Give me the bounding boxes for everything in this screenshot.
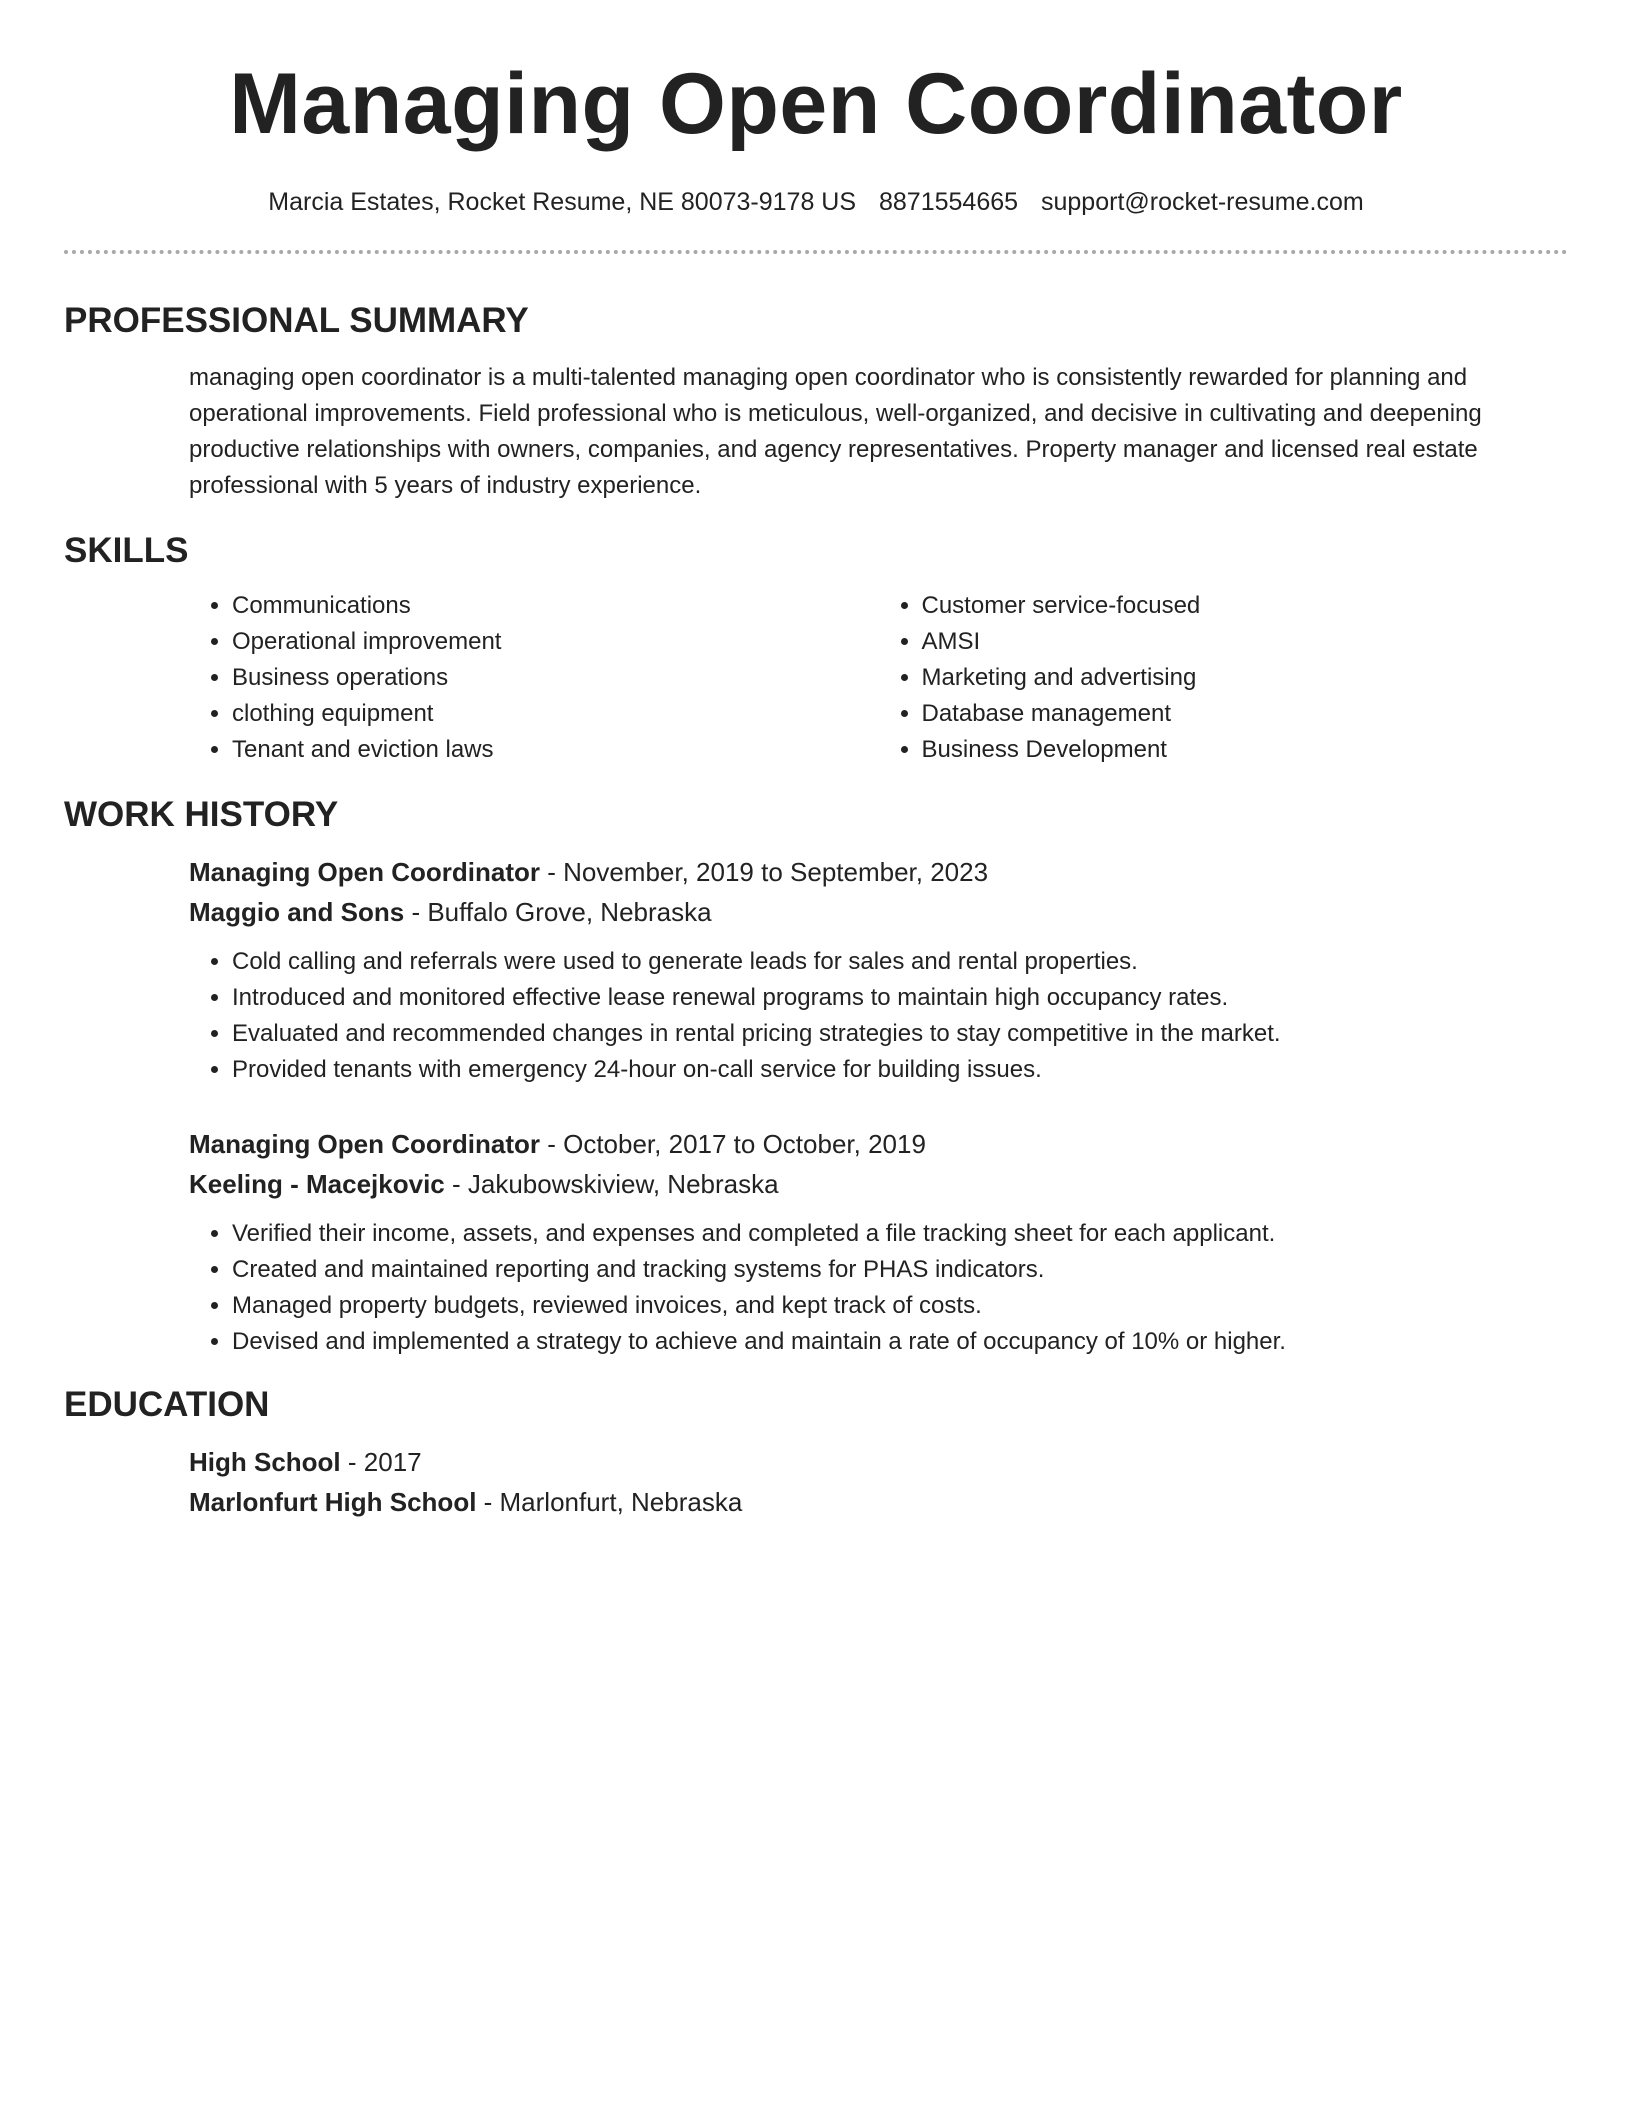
skill-item: • Tenant and eviction laws [232, 732, 879, 768]
job-bullet: • Managed property budgets, reviewed invoices, and kept track of costs. [232, 1288, 1568, 1324]
job-bullet: • Devised and implemented a strategy to achieve and maintain a rate of occupancy of 10% or higher. [232, 1324, 1568, 1360]
job-bullet: • Evaluated and recommended changes in rental pricing strategies to stay competitive in the market. [232, 1016, 1568, 1052]
job-entry [64, 852, 1568, 1088]
skill-item: • Marketing and advertising [922, 660, 1569, 696]
education-heading: EDUCATION [64, 1385, 270, 1424]
skills-grid [64, 588, 1568, 768]
education-school: Marlonfurt High School [189, 1487, 477, 1517]
job-title-line [189, 1124, 1568, 1164]
skill-item: • clothing equipment [232, 696, 879, 732]
summary-text: managing open coordinator is a multi-talented managing open coordinator who is consistently rewarded for planning and operational improvements. Field professional who is meticulous, well-organized, and decisive in cultivating and deepening productive relationships with owners, companies, and agency representatives. Property manager and licensed real estate professional with 5 years of industry experience. [189, 364, 1482, 499]
skill-item: • AMSI [922, 624, 1569, 660]
job-role: Managing Open Coordinator [189, 857, 540, 887]
job-location: - Jakubowskiview, Nebraska [444, 1169, 779, 1199]
job-company-line [189, 1164, 1568, 1204]
contact-address: Marcia Estates, Rocket Resume, NE 80073-9178 US [268, 188, 857, 216]
job-bullet: • Provided tenants with emergency 24-hour on-call service for building issues. [232, 1052, 1568, 1088]
job-role: Managing Open Coordinator [189, 1129, 540, 1159]
job-company: Keeling - Macejkovic [189, 1169, 445, 1199]
education-school-line [189, 1482, 1568, 1522]
contact-phone: 8871554665 [879, 188, 1019, 216]
job-location: - Buffalo Grove, Nebraska [404, 897, 712, 927]
skill-item: • Business Development [922, 732, 1569, 768]
skills-heading: SKILLS [64, 531, 189, 570]
contact-line [64, 186, 1568, 218]
job-bullet: • Introduced and monitored effective lease renewal programs to maintain high occupancy rates. [232, 980, 1568, 1016]
work-history-section [64, 794, 1568, 1360]
education-section [64, 1384, 1568, 1522]
job-bullet: • Verified their income, assets, and expenses and completed a file tracking sheet for each applicant. [232, 1216, 1568, 1252]
education-location: - Marlonfurt, Nebraska [476, 1487, 743, 1517]
job-dates: - October, 2017 to October, 2019 [540, 1129, 926, 1159]
candidate-name: Managing Open Coordinator [229, 56, 1403, 152]
skill-item: • Operational improvement [232, 624, 879, 660]
job-bullet: • Created and maintained reporting and tracking systems for PHAS indicators. [232, 1252, 1568, 1288]
job-entry [64, 1124, 1568, 1360]
skills-section [64, 530, 1568, 768]
skill-item: • Database management [922, 696, 1569, 732]
job-company: Maggio and Sons [189, 897, 405, 927]
job-bullets [189, 944, 1568, 1088]
header-divider [64, 250, 1568, 254]
skill-item: • Customer service-focused [922, 588, 1569, 624]
contact-email: support@rocket-resume.com [1041, 188, 1364, 216]
work-history-heading: WORK HISTORY [64, 795, 339, 834]
job-company-line [189, 892, 1568, 932]
education-year: - 2017 [340, 1447, 422, 1477]
education-degree: High School [189, 1447, 341, 1477]
job-dates: - November, 2019 to September, 2023 [540, 857, 989, 887]
summary-heading: PROFESSIONAL SUMMARY [64, 301, 529, 340]
skill-item: • Communications [232, 588, 879, 624]
skills-column-right [879, 588, 1569, 768]
education-entry [64, 1442, 1568, 1522]
skill-item: • Business operations [232, 660, 879, 696]
education-degree-line [189, 1442, 1568, 1482]
summary-section [64, 300, 1568, 504]
skills-column-left [189, 588, 879, 768]
job-bullet: • Cold calling and referrals were used to generate leads for sales and rental properties. [232, 944, 1568, 980]
job-title-line [189, 852, 1568, 892]
job-bullets [189, 1216, 1568, 1360]
